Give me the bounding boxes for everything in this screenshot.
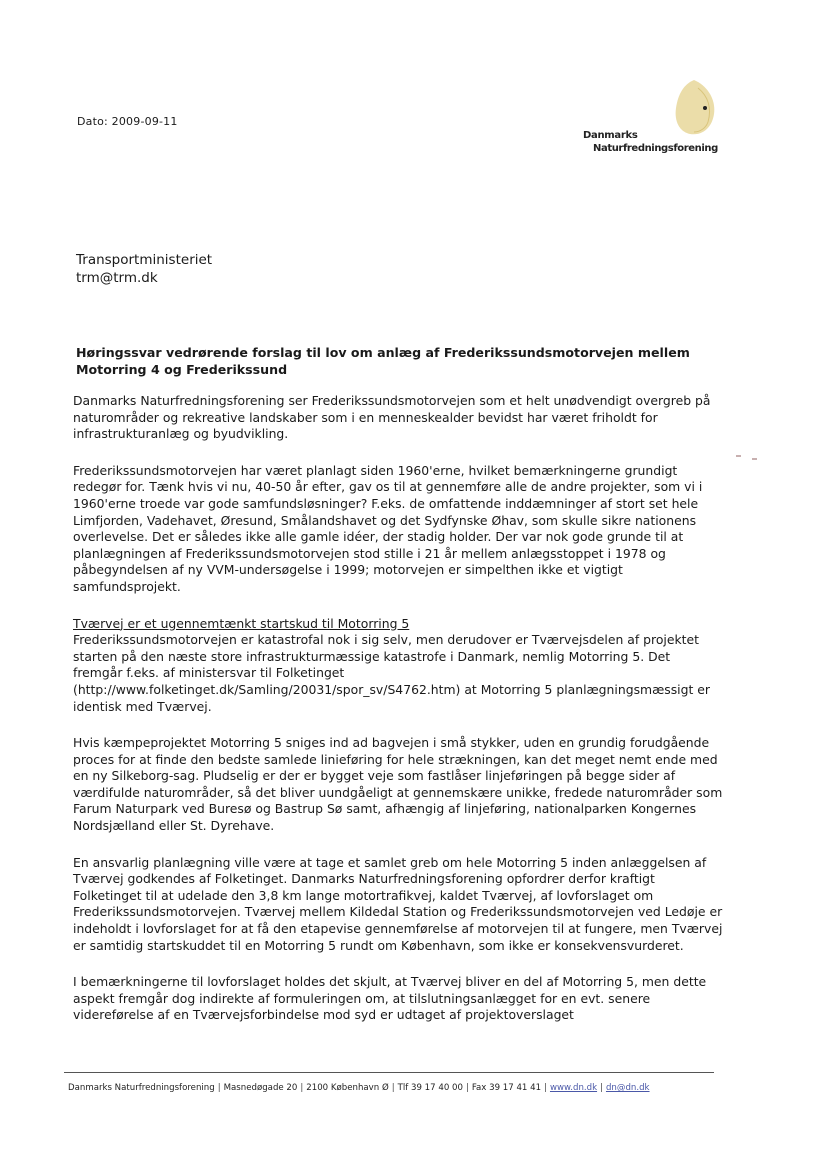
paragraph-6: I bemærkningerne til lovforslaget holdes det skjult, at Tværvej bliver en del af Motorring 5, men dette aspekt fremgår dog indirekte af formuleringen om, at tilslutningsanlægget for en evt. senere videreførelse af en Tværvejsforbindelse mod syd er udtaget af projektoverslaget — [73, 974, 707, 1023]
logo-text-line1: Danmarks — [583, 130, 638, 141]
footer-city: 2100 København Ø — [306, 1083, 389, 1093]
footer-org: Danmarks Naturfredningsforening — [68, 1083, 215, 1093]
recipient-block — [76, 251, 212, 287]
footer-email-link[interactable]: dn@dn.dk — [605, 1083, 650, 1093]
recipient-name: Transportministeriet — [76, 252, 213, 268]
recipient-email: trm@trm.dk — [76, 270, 158, 286]
scan-speck — [736, 455, 741, 457]
footer-fax: Fax 39 17 41 41 — [471, 1083, 542, 1093]
leaf-logo-icon — [672, 78, 716, 136]
letter-heading: Høringssvar vedrørende forslag til lov om anlæg af Frederikssundsmotorvejen mellem Motorring 4 og Frederikssund — [76, 345, 690, 377]
letter-body — [73, 393, 723, 1044]
scan-speck — [752, 458, 757, 460]
footer-web-link[interactable]: www.dn.dk — [549, 1083, 598, 1093]
paragraph-4: Hvis kæmpeprojektet Motorring 5 sniges ind ad bagvejen i små stykker, uden en grundig forudgående proces for at finde den bedste samlede linieføring for hele strækningen, kan det meget nemt ende med en ny Silkeborg-sag. Pludselig er der er bygget veje som fastlåser linjeføringen på begge sider af værdifulde naturområder, så det bliver uundgåeligt at gennemskære unikke, fredede naturområder som Farum Naturpark ved Buresø og Bastrup Sø samt, afhængig af linjeføring, nationalparken Kongernes Nordsjælland eller St. Dyrehave. — [73, 735, 723, 834]
paragraph-2: Frederikssundsmotorvejen har været planlagt siden 1960'erne, hvilket bemærkningerne grundigt redegør for. Tænk hvis vi nu, 40-50 år efter, gav os til at gennemføre alle de andre projekter, som vi i 1960'erne troede var gode samfundsløsninger? F.eks. de omfattende inddæmninger af stort set hele Limfjorden, Vadehavet, Øresund, Smålandshavet og det Sydfynske Øhav, som skulle sikre nationens overlevelse. Det er således ikke alle gamle idéer, der stadig holder. Der var nok gode grunde til at planlægningen af Frederikssundsmotorvejen stod stille i 21 år mellem anlægsstoppet i 1978 og påbegyndelsen af ny VVM-undersøgelse i 1999; motorvejen er simpelthen ikke et vigtigt samfundsprojekt. — [73, 462, 703, 594]
document-date: Dato: 2009-09-11 — [77, 115, 178, 128]
dn-logo — [580, 78, 730, 158]
footer-address: Masnedøgade 20 — [223, 1083, 298, 1093]
paragraph-5: En ansvarlig planlægning ville være at tage et samlet greb om hele Motorring 5 inden anlæggelsen af Tværvej godkendes af Folketinget. Danmarks Naturfredningsforening opfordrer derfor kraftigt Folketinget til at udelade den 3,8 km lange motortrafikvej, kaldet Tværvej, af lovforslaget om Frederikssundsmotorvejen. Tværvej mellem Kildedal Station og Frederikssundsmotorvejen ved Ledøje er indeholdt i lovforslaget for at få den etapevise gennemførelse af motorvejen til at fungere, men Tværvej er samtidig startskuddet til en Motorring 5 rundt om København, som ikke er konsekvensvurderet. — [73, 854, 723, 953]
section-subheading: Tværvej er et ugennemtænkt startskud til Motorring 5 — [73, 615, 410, 631]
logo-text-line2: Naturfredningsforening — [593, 143, 718, 154]
paragraph-1: Danmarks Naturfredningsforening ser Frederikssundsmotorvejen som et helt unødvendigt overgreb på naturområder og rekreative landskaber som i en menneskealder bevidst har været friholdt for infrastrukturanlæg og byudvikling. — [73, 393, 711, 442]
footer-divider — [64, 1072, 714, 1073]
footer-phone: Tlf 39 17 40 00 — [397, 1083, 463, 1093]
letter-footer: Danmarks Naturfredningsforening | Masnedøgade 20 | 2100 København Ø | Tlf 39 17 40 00 | Fax 39 17 41 41 | www.dn.dk | dn@dn.dk — [68, 1083, 650, 1093]
paragraph-3: Frederikssundsmotorvejen er katastrofal nok i sig selv, men derudover er Tværvejsdelen af projektet starten på den næste store infrastrukturmæssige katastrofe i Danmark, nemlig Motorring 5. Det fremgår f.eks. af ministersvar til Folketinget (http://www.folketinget.dk/Samling/20031/spor_sv/S4762.htm) at Motorring 5 planlægningsmæssigt er identisk med Tværvej. — [73, 632, 710, 714]
